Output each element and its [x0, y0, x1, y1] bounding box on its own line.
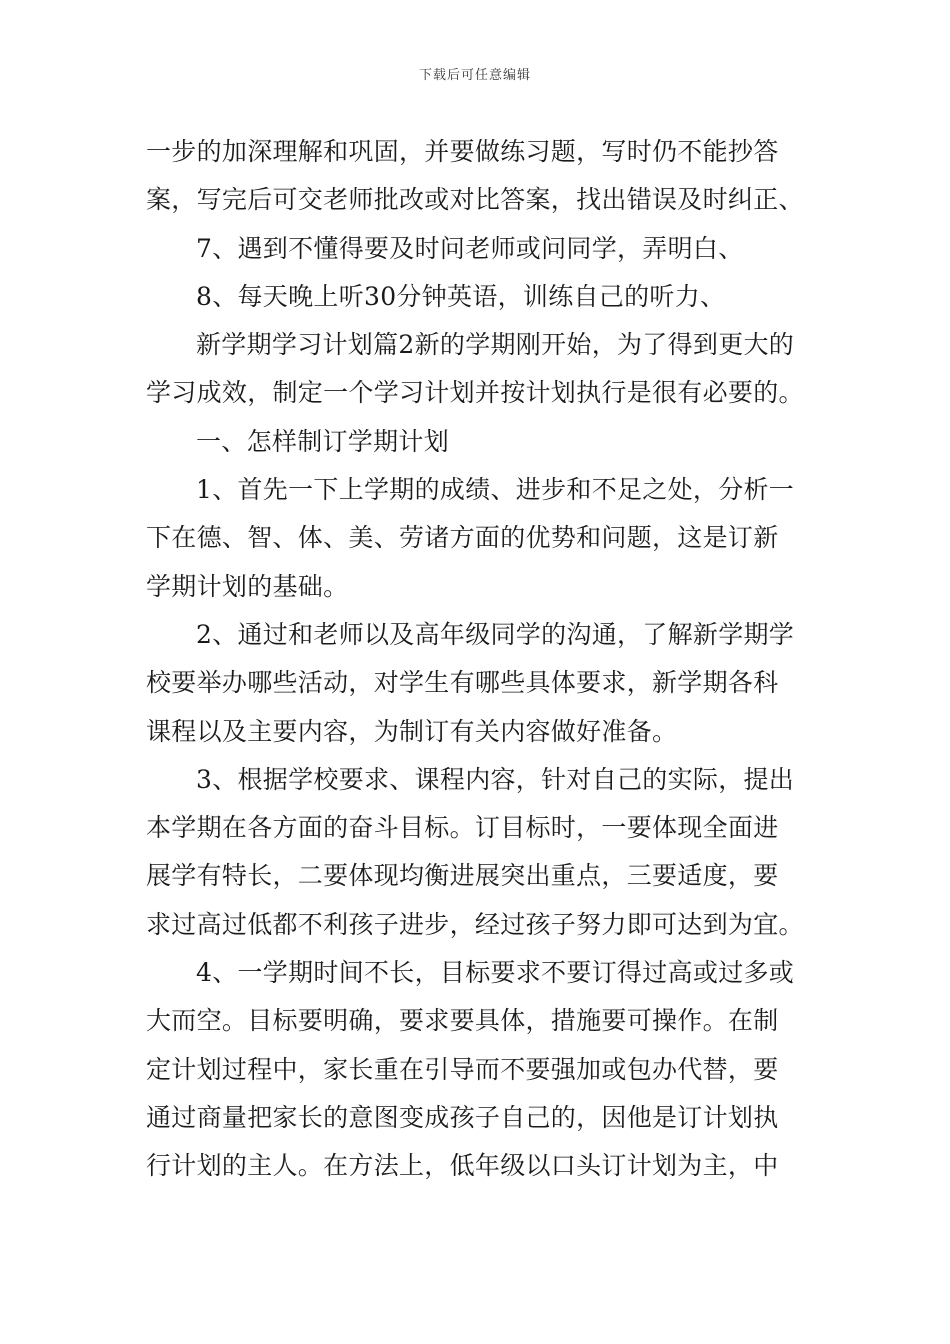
text-line: 7、遇到不懂得要及时问老师或问同学，弄明白、 — [196, 233, 744, 263]
text-line: 课程以及主要内容，为制订有关内容做好准备。 — [146, 716, 678, 746]
text-line: 展学有特长，二要体现均衡进展突出重点，三要适度，要 — [146, 861, 779, 891]
document-body — [146, 128, 806, 1191]
text-line: 新学期学习计划篇2新的学期刚开始，为了得到更大的 — [196, 330, 795, 360]
text-line: 一步的加深理解和巩固，并要做练习题，写时仍不能抄答 — [146, 137, 779, 166]
text-line: 学期计划的基础。 — [146, 571, 349, 601]
text-line: 定计划过程中，家长重在引导而不要强加或包办代替，要 — [146, 1054, 779, 1084]
text-line: 下在德、智、体、美、劳诸方面的优势和问题，这是订新 — [146, 523, 779, 553]
text-line: 通过商量把家长的意图变成孩子自己的，因他是订计划执 — [146, 1102, 779, 1132]
text-line: 行计划的主人。在方法上，低年级以口头订计划为主，中 — [146, 1151, 779, 1181]
text-line: 4、一学期时间不长，目标要求不要订得过高或过多或 — [196, 958, 795, 988]
text-line: 案，写完后可交老师批改或对比答案，找出错误及时纠正、 — [146, 185, 804, 215]
section-heading: 一、怎样制订学期计划 — [196, 426, 450, 456]
text-line: 学习成效，制定一个学习计划并按计划执行是很有必要的。 — [146, 378, 804, 408]
text-line: 大而空。目标要明确，要求要具体，措施要可操作。在制 — [146, 1006, 779, 1036]
text-line: 8、每天晚上听30分钟英语，训练自己的听力、 — [196, 281, 726, 311]
text-line: 求过高过低都不利孩子进步，经过孩子努力即可达到为宜。 — [146, 909, 804, 939]
text-line: 本学期在各方面的奋斗目标。订目标时，一要体现全面进 — [146, 813, 779, 843]
page-header: 下载后可任意编辑 — [418, 68, 531, 83]
text-line: 1、首先一下上学期的成绩、进步和不足之处，分析一 — [196, 475, 795, 505]
text-line: 3、根据学校要求、课程内容，针对自己的实际，提出 — [196, 764, 795, 794]
text-line: 2、通过和老师以及高年级同学的沟通，了解新学期学 — [196, 619, 795, 649]
text-line: 校要举办哪些活动，对学生有哪些具体要求，新学期各科 — [146, 668, 779, 698]
